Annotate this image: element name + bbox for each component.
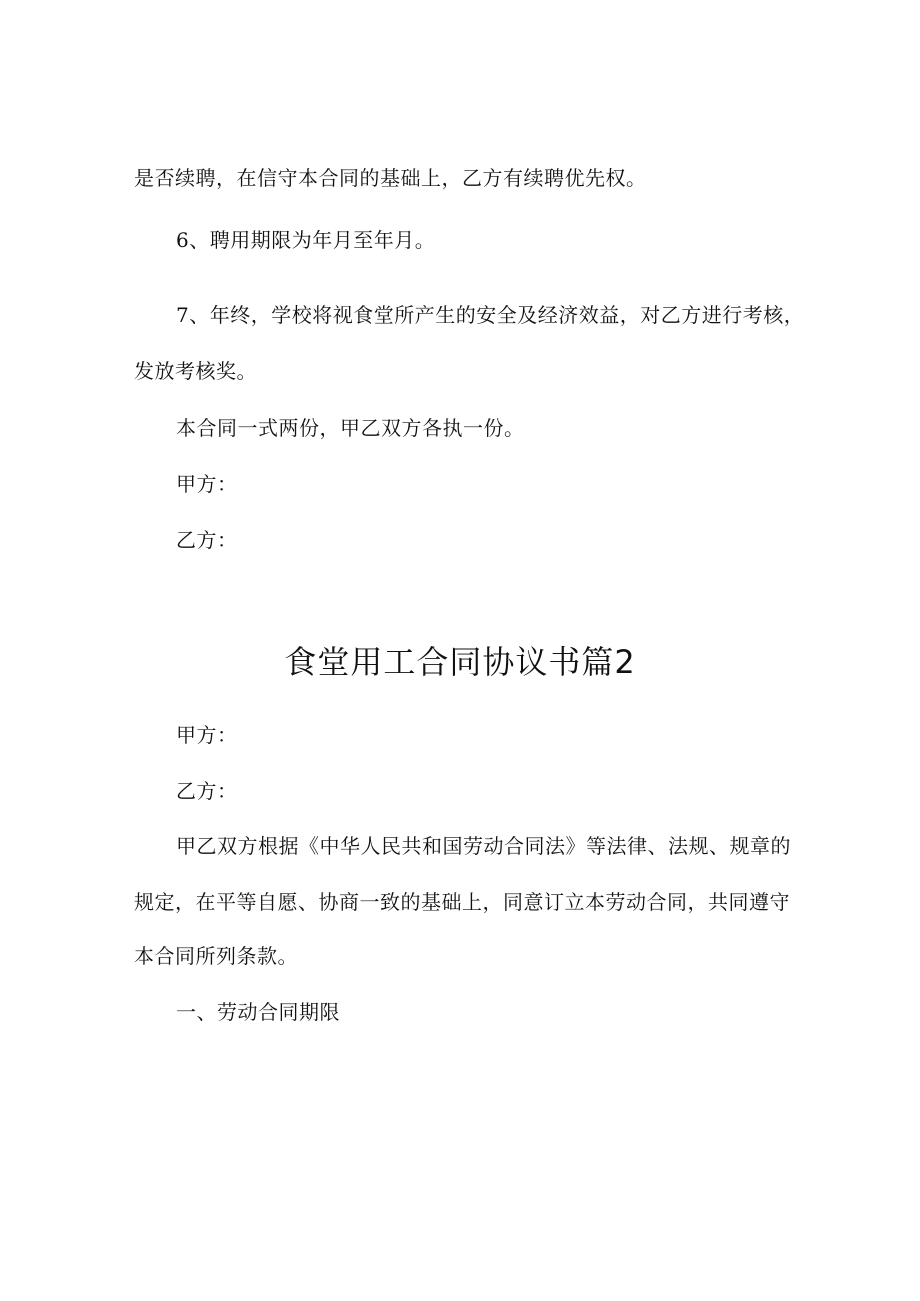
paragraph-line-copies: 本合同一式两份，甲乙双方各执一份。	[176, 416, 525, 440]
party-a-label-2: 甲方：	[176, 723, 238, 747]
clause-heading-term: 一、劳动合同期限	[176, 1000, 340, 1024]
paragraph-line-bonus: 发放考核奖。	[134, 359, 257, 383]
paragraph-line-law: 甲乙双方根据《中华人民共和国劳动合同法》等法律、法规、规章的	[176, 834, 791, 858]
paragraph-line-clauses: 本合同所列条款。	[134, 944, 298, 968]
paragraph-line-agreement: 规定，在平等自愿、协商一致的基础上，同意订立本劳动合同，共同遵守	[134, 890, 790, 914]
section-title: 食堂用工合同协议书篇2	[284, 643, 636, 681]
paragraph-line-assessment: 7、年终，学校将视食堂所产生的安全及经济效益，对乙方进行考核，	[176, 303, 805, 327]
party-b-label: 乙方：	[176, 528, 238, 552]
party-b-label-2: 乙方：	[176, 779, 238, 803]
paragraph-line-renewal: 是否续聘，在信守本合同的基础上，乙方有续聘优先权。	[134, 166, 647, 190]
party-a-label: 甲方：	[176, 472, 238, 496]
paragraph-line-term: 6、聘用期限为年月至年月。	[176, 228, 436, 252]
